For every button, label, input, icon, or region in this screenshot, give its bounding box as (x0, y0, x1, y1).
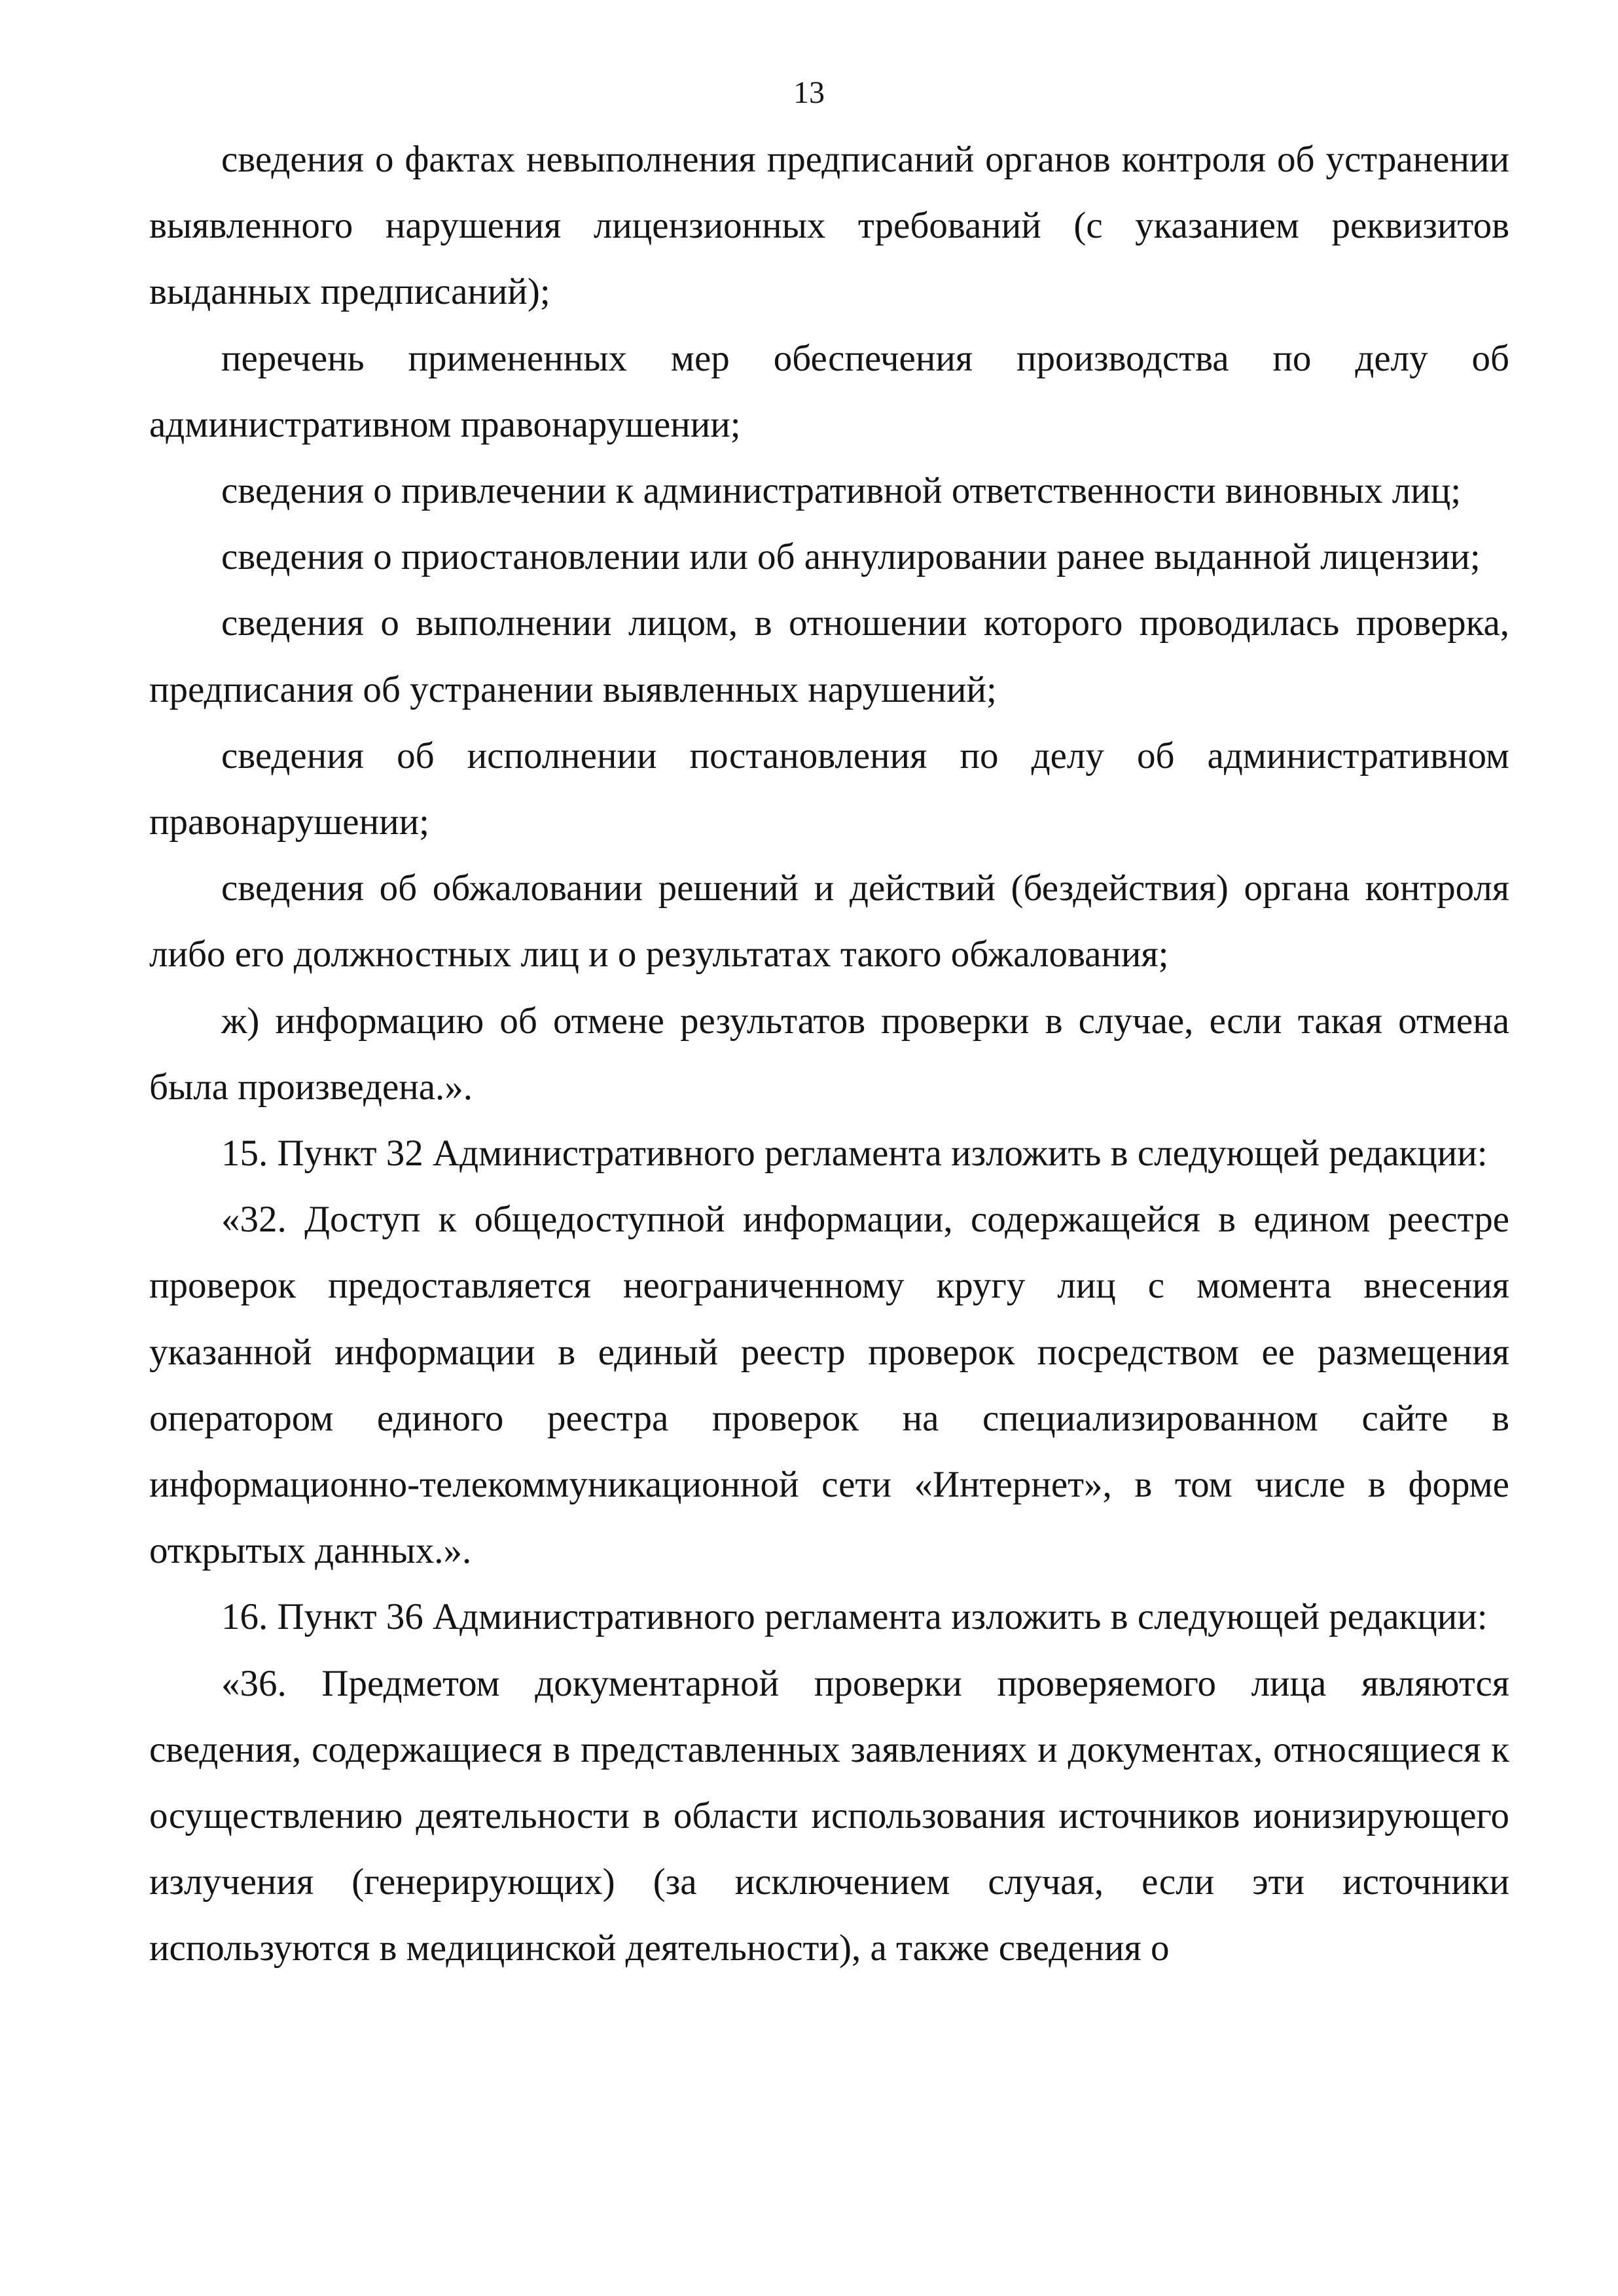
paragraph-violations-unfulfilled: сведения о фактах невыполнения предписаний органов контроля об устранении выявленного нарушения лицензионных требований (с указанием реквизитов выданных предписаний); (149, 139, 1509, 313)
paragraph-appeal-info: сведения об обжаловании решений и действий (бездействия) органа контроля либо его должностных лиц и о результатах такого обжалования; (149, 867, 1509, 975)
document-body (149, 126, 1509, 1982)
paragraph-order-fulfillment: сведения о выполнении лицом, в отношении которого проводилась проверка, предписания об устранении выявленных нарушений; (149, 602, 1509, 710)
paragraph-cancellation-info: ж) информацию об отмене результатов проверки в случае, если такая отмена была произведена.». (149, 1000, 1509, 1108)
paragraph-enforcement-measures: перечень примененных мер обеспечения производства по делу об административном правонарушении; (149, 337, 1509, 445)
page-number: 13 (793, 75, 825, 110)
paragraph-clause-32: «32. Доступ к общедоступной информации, содержащейся в едином реестре проверок предоставляется неограниченному кругу лиц с момента внесения указанной информации в единый реестр проверок посредством ее размещения оператором единого реестра проверок на специализированном сайте в информационно-телекоммуникационной сети «Интернет», в том числе в форме открытых данных.». (149, 1199, 1509, 1572)
paragraph-item-16: 16. Пункт 36 Административного регламента изложить в следующей редакции: (221, 1596, 1488, 1638)
paragraph-resolution-execution: сведения об исполнении постановления по делу об административном правонарушении; (149, 735, 1509, 843)
paragraph-clause-36: «36. Предметом документарной проверки проверяемого лица являются сведения, содержащиеся в представленных заявлениях и документах, относящиеся к осуществлению деятельности в области использования источников ионизирующего излучения (генерирующих) (за исключением случая, если эти источники используются в медицинской деятельности), а также сведения о (149, 1662, 1509, 1969)
paragraph-item-15: 15. Пункт 32 Административного регламента изложить в следующей редакции: (221, 1133, 1488, 1175)
paragraph-license-suspension: сведения о приостановлении или об аннулировании ранее выданной лицензии; (221, 536, 1481, 578)
paragraph-administrative-liability: сведения о привлечении к административной ответственности виновных лиц; (221, 470, 1462, 512)
